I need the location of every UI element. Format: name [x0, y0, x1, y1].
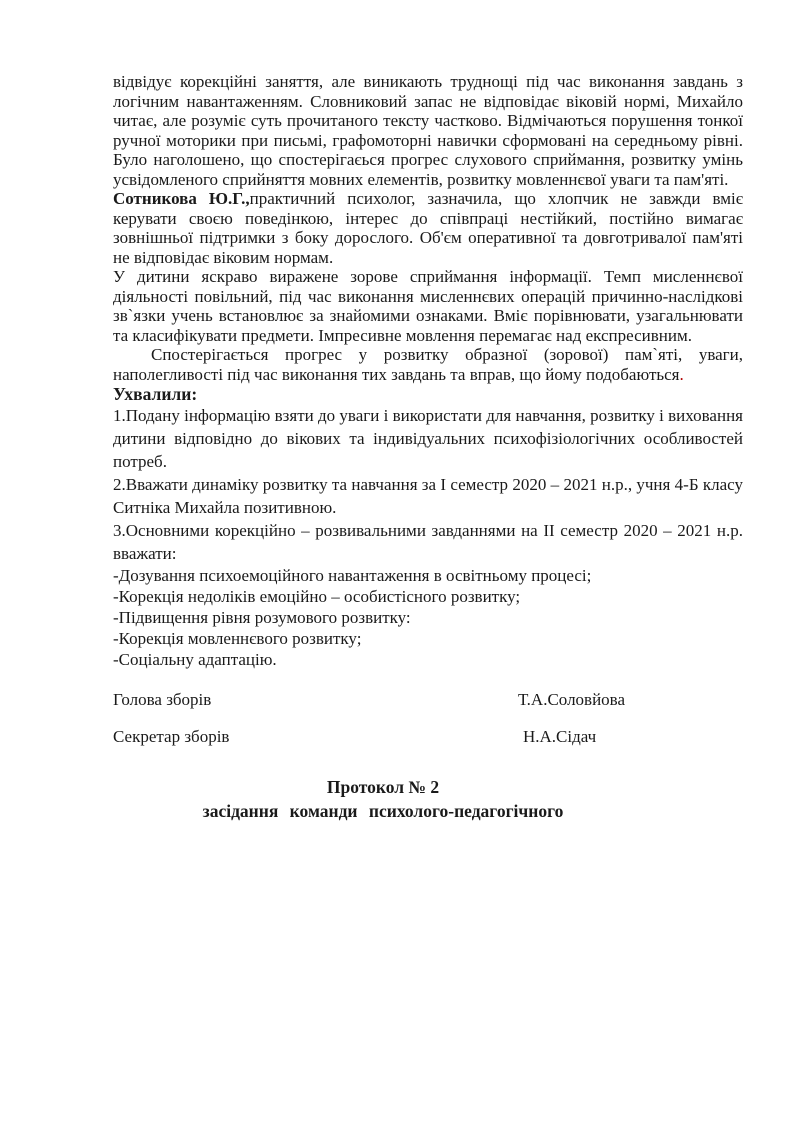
paragraph-thinking: У дитини яскраво виражене зорове сприймання інформації. Темп мисленнєвої діяльності повільний, під час виконання мисленнєвих операцій причинно-наслідкові зв`язки учень встановлює за знайомими ознаками. Вміє порівнювати, узагальнювати та класифікувати предмети. Імпресивне мовлення перемагає над експресивним.: [113, 267, 743, 345]
bullet-item-1: -Дозування психоемоційного навантаження в освітньому процесі;: [113, 566, 592, 585]
document-content: [113, 72, 743, 823]
bullet-list: [113, 565, 743, 670]
resolution-item-3: 3.Основними корекційно – розвивальними завданнями на ІІ семестр 2020 – 2021 н.р. вважати:: [113, 521, 743, 563]
protocol-title: [113, 775, 653, 823]
paragraph-psychologist-text: практичний психолог, зазначила, що хлопчик не завжди вміє керувати своєю поведінкою, інтерес до співпраці нестійкий, постійно вимагає зовнішньої підтримки з боку дорослого. Об'єм оперативної та довготривалої пам'яті не відповідає віковим нормам.: [113, 189, 743, 267]
paragraph-progress-text: Спостерігається прогрес у розвитку образної (зорової) пам`яті, уваги, наполегливості під час виконання тих завдань та вправ, що йому подобаються: [113, 345, 743, 384]
resolution-item-2: 2.Вважати динаміку розвитку та навчання за І семестр 2020 – 2021 н.р., учня 4-Б класу Ситніка Михайла позитивною.: [113, 475, 743, 517]
bullet-item-5: -Соціальну адаптацію.: [113, 650, 277, 669]
bullet-item-2: -Корекція недоліків емоційно – особистісного розвитку;: [113, 587, 521, 606]
bullet-item-3: -Підвищення рівня розумового розвитку:: [113, 608, 411, 627]
protocol-title-line-1: Протокол № 2: [326, 777, 440, 797]
signature-row-secretary: [113, 727, 743, 747]
resolution-heading: Ухвалили:: [113, 384, 198, 404]
signature-role-chair: Голова зборів: [113, 690, 212, 709]
speaker-name: Сотникова Ю.Г.,: [113, 189, 250, 208]
signature-role-secretary: Секретар зборів: [113, 727, 230, 746]
paragraph-observations: відвідує корекційні заняття, але виникають труднощі під час виконання завдань з логічним навантаженням. Словниковий запас не відповідає віковій нормі, Михайло читає, але розуміє суть прочитаного тексту частково. Відмічаються порушення тонкої ручної моторики при письмі, графомоторні навички сформовані на середньому рівні. Було наголошено, що спостерігаєься прогрес слухового сприймання, розвитку умінь усвідомленого сприйняття мовних елементів, розвитку мовленнєвої уваги та пам'яті.: [113, 72, 743, 189]
protocol-title-line-2: засідання команди психолого-педагогічного: [202, 801, 564, 821]
paragraph-psychologist: [113, 189, 743, 267]
signature-name-chair: Т.А.Соловйова: [518, 690, 626, 709]
red-final-period: .: [679, 364, 684, 384]
signature-row-chair: [113, 690, 743, 710]
resolution-item-1: 1.Подану інформацію взяти до уваги і використати для навчання, розвитку і виховання дитини відповідно до вікових та індивідуальних психофізіологічних особливостей потреб.: [113, 406, 743, 471]
paragraph-progress: [113, 345, 743, 384]
bullet-item-4: -Корекція мовленнєвого розвитку;: [113, 629, 362, 648]
signature-name-secretary: Н.А.Сідач: [523, 727, 597, 746]
